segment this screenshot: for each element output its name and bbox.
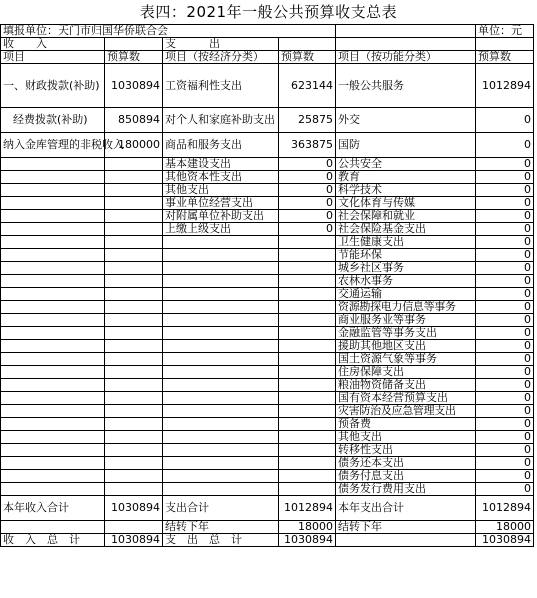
econ-value: 623144 [279,64,336,108]
func-item: 债务发行费用支出 [336,483,476,496]
total-row [1,496,534,521]
func-value: 0 [476,392,534,405]
table-row [1,223,534,236]
econ-item: 对个人和家庭补助支出 [163,108,279,133]
table-row [1,366,534,379]
func-value: 0 [476,171,534,184]
func-value: 0 [476,379,534,392]
grand-expense-label: 支 出 总 计 [163,534,279,547]
econ-item: 工资福利性支出 [163,64,279,108]
unit-label: 填报单位：天门市归国华侨联合会 [1,25,336,38]
income-value: 850894 [105,108,163,133]
econ-item: 其他资本性支出 [163,171,279,184]
table-row [1,262,534,275]
econ-item: 其他支出 [163,184,279,197]
econ-value: 0 [279,171,336,184]
econ-value: 0 [279,210,336,223]
func-item: 转移性支出 [336,444,476,457]
func-item: 商业服务业等事务 [336,314,476,327]
table-row [1,457,534,470]
func-value: 0 [476,210,534,223]
table-row [1,249,534,262]
table-row [1,158,534,171]
table-row [1,210,534,223]
func-item: 住房保障支出 [336,366,476,379]
econ-value: 0 [279,184,336,197]
budget-table [0,24,534,547]
header-row [1,51,534,64]
func-value: 0 [476,236,534,249]
table-row [1,431,534,444]
income-item: 纳入金库管理的非税收入 [1,133,105,158]
econ-total-value: 1012894 [279,496,336,521]
func-item: 社会保险基金支出 [336,223,476,236]
income-value: 1030894 [105,64,163,108]
carry-row [1,521,534,534]
econ-total-label: 支出合计 [163,496,279,521]
func-item: 国有资本经营预算支出 [336,392,476,405]
header-func-item: 项目（按功能分类） [336,51,476,64]
header-econ-budget: 预算数 [279,51,336,64]
table-row [1,470,534,483]
econ-value: 0 [279,158,336,171]
table-row [1,405,534,418]
func-item: 资源勘探电力信息等事务 [336,301,476,314]
func-item: 灾害防治及应急管理支出 [336,405,476,418]
func-value: 0 [476,223,534,236]
func-item: 一般公共服务 [336,64,476,108]
func-item: 卫生健康支出 [336,236,476,249]
unit-row [1,25,534,38]
func-value: 0 [476,133,534,158]
grand-income-label: 收 入 总 计 [1,534,105,547]
table-row [1,418,534,431]
table-row [1,340,534,353]
table-row [1,379,534,392]
currency-label: 单位：元 [476,25,534,38]
table-row [1,392,534,405]
func-value: 0 [476,405,534,418]
func-value: 0 [476,418,534,431]
func-value: 1012894 [476,64,534,108]
func-value: 0 [476,483,534,496]
func-item: 文化体育与传媒 [336,197,476,210]
income-total-value: 1030894 [105,496,163,521]
func-item: 金融监管等事务支出 [336,327,476,340]
income-value: 180000 [105,133,163,158]
econ-item: 事业单位经营支出 [163,197,279,210]
func-item: 国土资源气象等事务 [336,353,476,366]
page-title: 表四：2021年一般公共预算收支总表 [139,3,398,21]
econ-item: 基本建设支出 [163,158,279,171]
carry-func-value: 18000 [476,521,534,534]
section-income: 收 入 [1,38,105,51]
func-value: 0 [476,470,534,483]
func-item: 国防 [336,133,476,158]
func-value: 0 [476,275,534,288]
func-value: 0 [476,288,534,301]
func-item: 科学技术 [336,184,476,197]
grand-income-value: 1030894 [105,534,163,547]
table-row [1,171,534,184]
func-value: 0 [476,301,534,314]
func-value: 0 [476,184,534,197]
table-row [1,197,534,210]
econ-value: 0 [279,223,336,236]
func-value: 0 [476,314,534,327]
func-value: 0 [476,108,534,133]
func-item: 债务付息支出 [336,470,476,483]
table-row [1,444,534,457]
func-value: 0 [476,262,534,275]
grand-total-row [1,534,534,547]
func-item: 交通运输 [336,288,476,301]
table-row [1,64,534,108]
econ-value: 25875 [279,108,336,133]
table-row [1,108,534,133]
econ-item: 商品和服务支出 [163,133,279,158]
func-value: 0 [476,327,534,340]
func-item: 社会保障和就业 [336,210,476,223]
func-value: 0 [476,444,534,457]
table-row [1,483,534,496]
func-item: 教育 [336,171,476,184]
func-value: 0 [476,340,534,353]
func-item: 农林水事务 [336,275,476,288]
income-item: 经费拨款(补助) [1,108,105,133]
header-func-budget: 预算数 [476,51,534,64]
section-expense: 支 出 [163,38,279,51]
table-row [1,301,534,314]
func-total-value: 1012894 [476,496,534,521]
func-value: 0 [476,431,534,444]
carry-func-label: 结转下年 [336,521,476,534]
econ-item: 对附属单位补助支出 [163,210,279,223]
func-item: 公共安全 [336,158,476,171]
func-item: 援助其他地区支出 [336,340,476,353]
func-value: 0 [476,457,534,470]
econ-item: 上缴上级支出 [163,223,279,236]
func-item: 节能环保 [336,249,476,262]
func-value: 0 [476,158,534,171]
func-value: 0 [476,249,534,262]
header-income-budget: 预算数 [105,51,163,64]
func-value: 0 [476,197,534,210]
func-item: 债务还本支出 [336,457,476,470]
func-total-label: 本年支出合计 [336,496,476,521]
table-row [1,314,534,327]
table-row [1,275,534,288]
table-row [1,133,534,158]
econ-value: 363875 [279,133,336,158]
econ-value: 0 [279,197,336,210]
func-value: 0 [476,353,534,366]
income-total-label: 本年收入合计 [1,496,105,521]
income-item: 一、财政拨款(补助) [1,64,105,108]
header-econ-item: 项目（按经济分类） [163,51,279,64]
func-item: 其他支出 [336,431,476,444]
grand-func-value: 1030894 [476,534,534,547]
func-item: 城乡社区事务 [336,262,476,275]
carry-econ-value: 18000 [279,521,336,534]
header-income-item: 项目 [1,51,105,64]
section-row [1,38,534,51]
table-row [1,236,534,249]
func-item: 粮油物资储备支出 [336,379,476,392]
table-row [1,288,534,301]
func-item: 外交 [336,108,476,133]
table-row [1,353,534,366]
unit-blank [336,25,476,38]
func-item: 预备费 [336,418,476,431]
table-row [1,184,534,197]
grand-expense-value: 1030894 [279,534,336,547]
func-value: 0 [476,366,534,379]
carry-econ-label: 结转下年 [163,521,279,534]
table-row [1,327,534,340]
